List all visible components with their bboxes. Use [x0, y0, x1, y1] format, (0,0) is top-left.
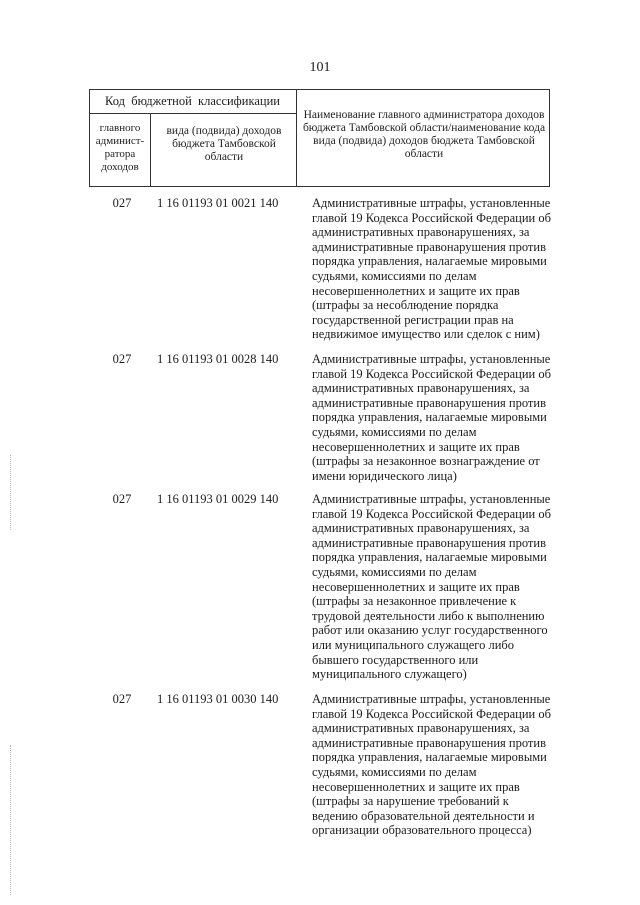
row-budget-code: 1 16 01193 01 0028 140: [157, 352, 279, 366]
group-divider: [89, 113, 296, 114]
row-budget-code: 1 16 01193 01 0030 140: [157, 692, 279, 706]
header-col-code: вида (подвида) доходов бюджета Тамбовской области: [166, 125, 282, 163]
row-admin-code: 027: [112, 352, 132, 366]
row-admin-code: 027: [112, 492, 132, 506]
header-col-name: Наименование главного администратора доходов бюджета Тамбовской области/наименование кода вида (подвида) доходов бюджета Тамбовской области: [302, 109, 546, 160]
row-budget-code: 1 16 01193 01 0029 140: [157, 492, 279, 506]
header-group-label: Код бюджетной классификации: [105, 94, 280, 108]
header-right-border: [549, 89, 550, 187]
header-top-border: [89, 89, 550, 90]
row-description: Административные штрафы, установленные главой 19 Кодекса Российской Федерации об административных правонарушениях, за административные правонарушения против порядка управления, налагаемые мировыми судьями, комиссиями по делам несовершеннолетних и защите их прав (штрафы за незаконное вознаграждение от имени юридического лица): [312, 352, 551, 483]
header-col-admin: главного админист-ратора доходов: [95, 122, 145, 173]
header-divider-name: [296, 89, 297, 187]
header-bottom-border: [89, 186, 550, 187]
row-admin-code: 027: [112, 692, 132, 706]
page-number: 101: [309, 60, 331, 75]
row-description: Административные штрафы, установленные главой 19 Кодекса Российской Федерации об административных правонарушениях, за административные правонарушения против порядка управления, налагаемые мировыми судьями, комиссиями по делам несовершеннолетних и защите их прав (штрафы за нарушение требований к ведению образовательной деятельности и организации образовательного процесса): [312, 692, 551, 838]
row-description: Административные штрафы, установленные главой 19 Кодекса Российской Федерации об административных правонарушениях, за административные правонарушения против порядка управления, налагаемые мировыми судьями, комиссиями по делам несовершеннолетних и защите их прав (штрафы за несоблюдение порядка государственной регистрации прав на недвижимое имущество или сделок с ним): [312, 196, 551, 342]
header-divider-code: [150, 113, 151, 187]
row-description: Административные штрафы, установленные главой 19 Кодекса Российской Федерации об административных правонарушениях, за административные правонарушения против порядка управления, налагаемые мировыми судьями, комиссиями по делам несовершеннолетних и защите их прав (штрафы за незаконное привлечение к трудовой деятельности либо к выполнению работ или оказанию услуг государственного или муниципального служащего либо бывшего государственного или муниципального служащего): [312, 492, 551, 682]
scan-margin-mark: [10, 455, 13, 530]
scan-margin-mark: [10, 745, 13, 895]
row-admin-code: 027: [112, 196, 132, 210]
table-header: [89, 89, 550, 187]
row-budget-code: 1 16 01193 01 0021 140: [157, 196, 279, 210]
